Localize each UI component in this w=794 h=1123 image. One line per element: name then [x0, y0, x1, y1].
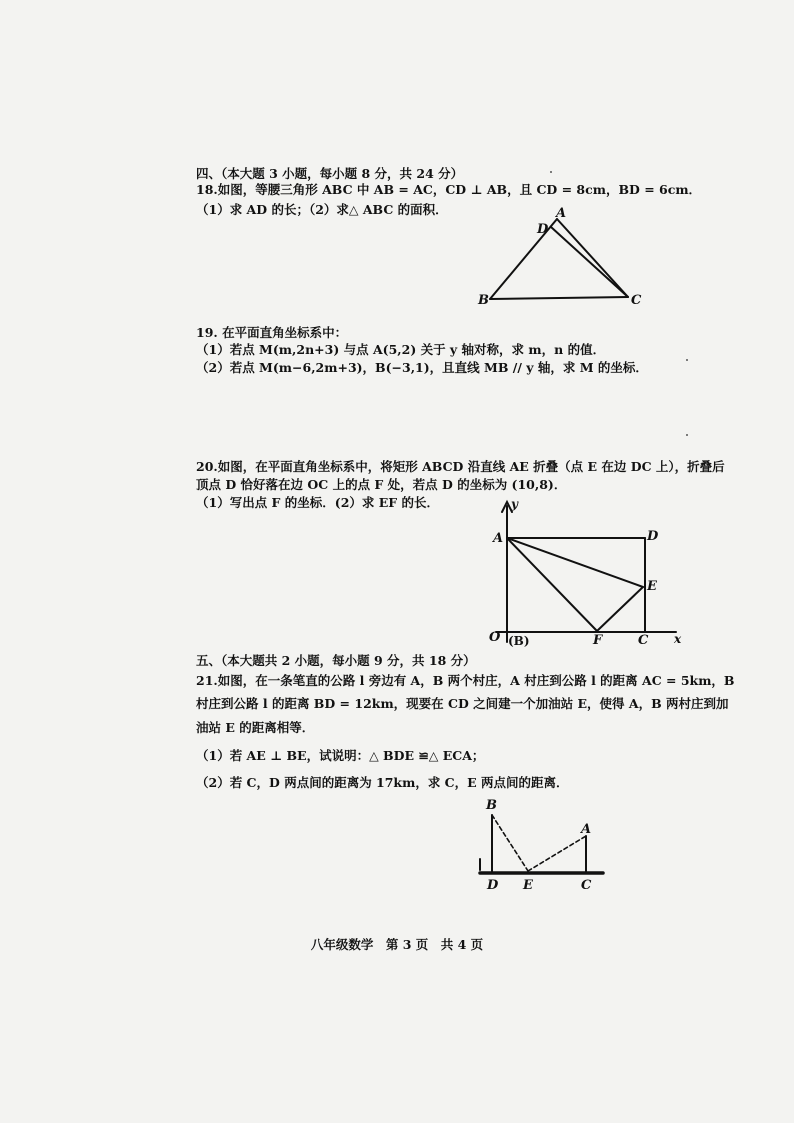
q20-label-f: F: [593, 633, 603, 648]
q18-side-bc: [490, 297, 628, 299]
q20-rectangle-fold-figure: [485, 495, 690, 650]
q18-label-c: C: [631, 293, 642, 308]
q21-part-2: （2）若 C，D 两点间的距离为 17km，求 C，E 两点间的距离．: [196, 775, 569, 790]
q18-label-b: B: [478, 293, 489, 308]
q21-label-b: B: [486, 798, 497, 813]
q21-part-1: （1）若 AE ⊥ BE，试说明：△ BDE ≌△ ECA；: [196, 748, 485, 763]
q20-label-e: E: [647, 579, 657, 594]
q18-segment-cd: [551, 227, 628, 297]
q21-dashed-be: [492, 815, 528, 871]
q20-label-o: O: [489, 630, 501, 645]
q20-line-2: 顶点 D 恰好落在边 OC 上的点 F 处，若点 D 的坐标为 (10,8)．: [196, 477, 567, 492]
q18-label-d: D: [537, 222, 549, 237]
q21-line-3: 油站 E 的距离相等．: [196, 720, 315, 735]
q20-label-c: C: [638, 633, 649, 648]
q21-line-2: 村庄到公路 l 的距离 BD = 12km，现要在 CD 之间建一个加油站 E，使得 A，B 两村庄到加: [196, 696, 729, 711]
scan-speck: [686, 359, 688, 361]
q21-label-c: C: [581, 878, 592, 893]
q20-label-y: y: [511, 497, 518, 511]
q20-fold-ae: [507, 538, 643, 587]
q19-stem: 19. 在平面直角坐标系中：: [196, 325, 348, 340]
q20-label-a: A: [493, 531, 504, 546]
q18-parts: （1）求 AD 的长；（2）求△ ABC 的面积．: [196, 202, 448, 217]
scan-speck: [550, 171, 552, 173]
q21-dashed-ea: [528, 836, 586, 871]
scan-speck: [686, 434, 688, 436]
page-footer: 八年级数学 第 3 页 共 4 页: [310, 937, 484, 952]
q20-line-1: 20.如图，在平面直角坐标系中，将矩形 ABCD 沿直线 AE 折叠（点 E 在边 DC 上），折叠后: [196, 459, 725, 474]
q18-side-ac: [557, 219, 628, 297]
q18-triangle-figure: [470, 200, 660, 312]
q20-parts: （1）写出点 F 的坐标．(2）求 EF 的长．: [196, 495, 439, 510]
q21-line-1: 21.如图，在一条笔直的公路 l 旁边有 A，B 两个村庄，A 村庄到公路 l 的距离 AC = 5km，B: [196, 673, 735, 688]
q21-road-villages-figure: [470, 792, 610, 892]
q20-segment-fe: [597, 587, 643, 631]
q20-label-d: D: [647, 529, 659, 544]
section-4-heading: 四、（本大题 3 小题，每小题 8 分，共 24 分）: [196, 166, 464, 181]
q21-label-d: D: [487, 878, 499, 893]
q18-label-a: A: [556, 206, 567, 221]
q20-segment-af: [507, 538, 597, 631]
section-5-heading: 五、（本大题共 2 小题，每小题 9 分，共 18 分）: [196, 653, 476, 668]
q21-label-e: E: [523, 878, 533, 893]
q20-label-b: (B): [508, 634, 530, 648]
q20-label-x: x: [674, 632, 682, 646]
q19-part-1: （1）若点 M(m,2n+3) 与点 A(5,2) 关于 y 轴对称，求 m，n 的值．: [196, 342, 606, 357]
q19-part-2: （2）若点 M(m−6,2m+3)，B(−3,1)，且直线 MB // y 轴，求 M 的坐标．: [196, 360, 648, 375]
q18-stem: 18.如图，等腰三角形 ABC 中 AB = AC，CD ⊥ AB，且 CD = 8cm，BD = 6cm．: [196, 182, 702, 197]
q21-label-a: A: [581, 822, 592, 837]
